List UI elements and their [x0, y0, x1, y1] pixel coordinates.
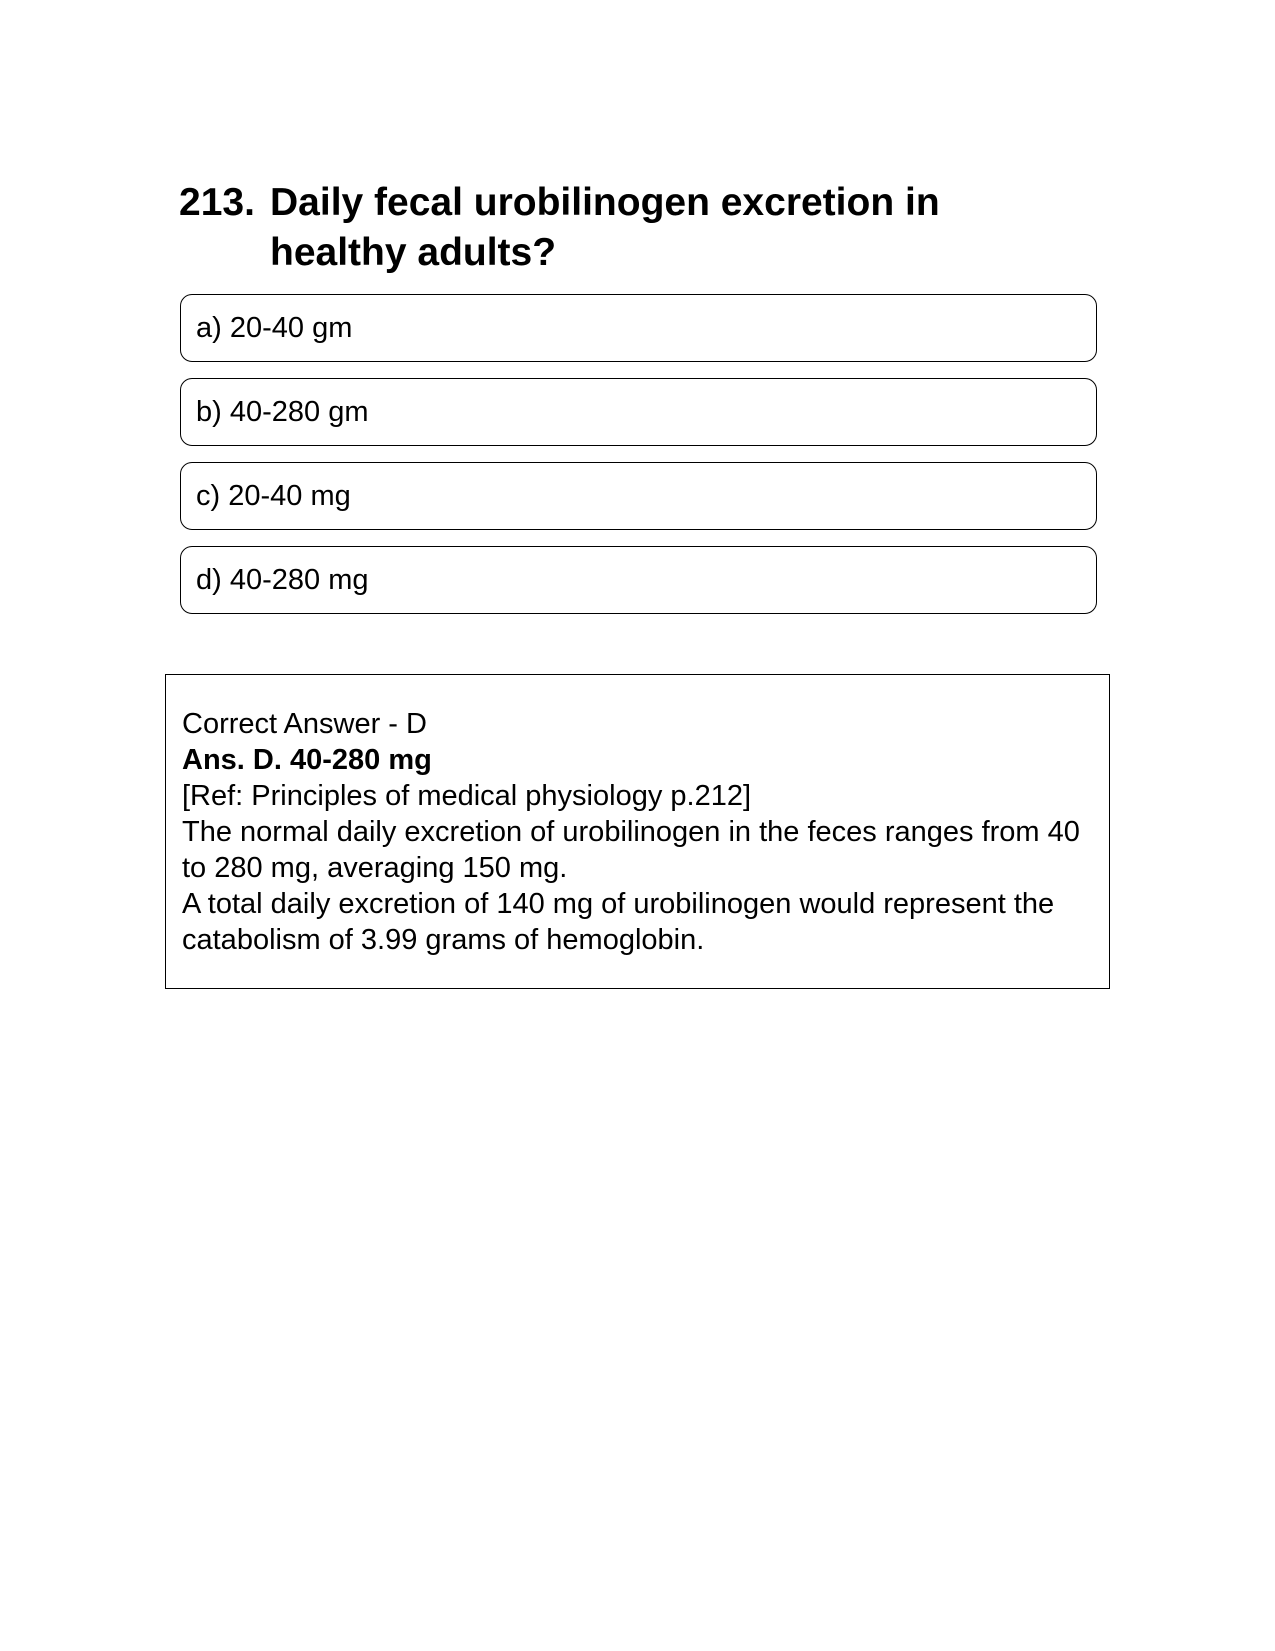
- option-a-label: a) 20-40 gm: [196, 311, 353, 344]
- option-b[interactable]: [180, 378, 1097, 446]
- option-c[interactable]: [180, 462, 1097, 530]
- correct-answer-line: Correct Answer - D: [182, 708, 427, 740]
- explanation-paragraph-2: A total daily excretion of 140 mg of urobilinogen would represent the catabolism of 3.99 grams of hemoglobin.: [182, 888, 1055, 956]
- option-b-label: b) 40-280 gm: [196, 395, 369, 428]
- option-a[interactable]: [180, 294, 1097, 362]
- option-d-label: d) 40-280 mg: [196, 563, 369, 596]
- answer-summary-line: Ans. D. 40-280 mg: [182, 744, 432, 776]
- options-list: [180, 294, 1097, 630]
- question-text: Daily fecal urobilinogen excretion in healthy adults?: [270, 181, 940, 274]
- question-heading: [179, 178, 1019, 278]
- answer-explanation-box: [165, 674, 1110, 989]
- reference-line: [Ref: Principles of medical physiology p.212]: [182, 780, 752, 812]
- explanation-paragraph-1: The normal daily excretion of urobilinogen in the feces ranges from 40 to 280 mg, averaging 150 mg.: [182, 816, 1080, 884]
- option-c-label: c) 20-40 mg: [196, 479, 351, 512]
- option-d[interactable]: [180, 546, 1097, 614]
- question-number: 213.: [179, 181, 255, 224]
